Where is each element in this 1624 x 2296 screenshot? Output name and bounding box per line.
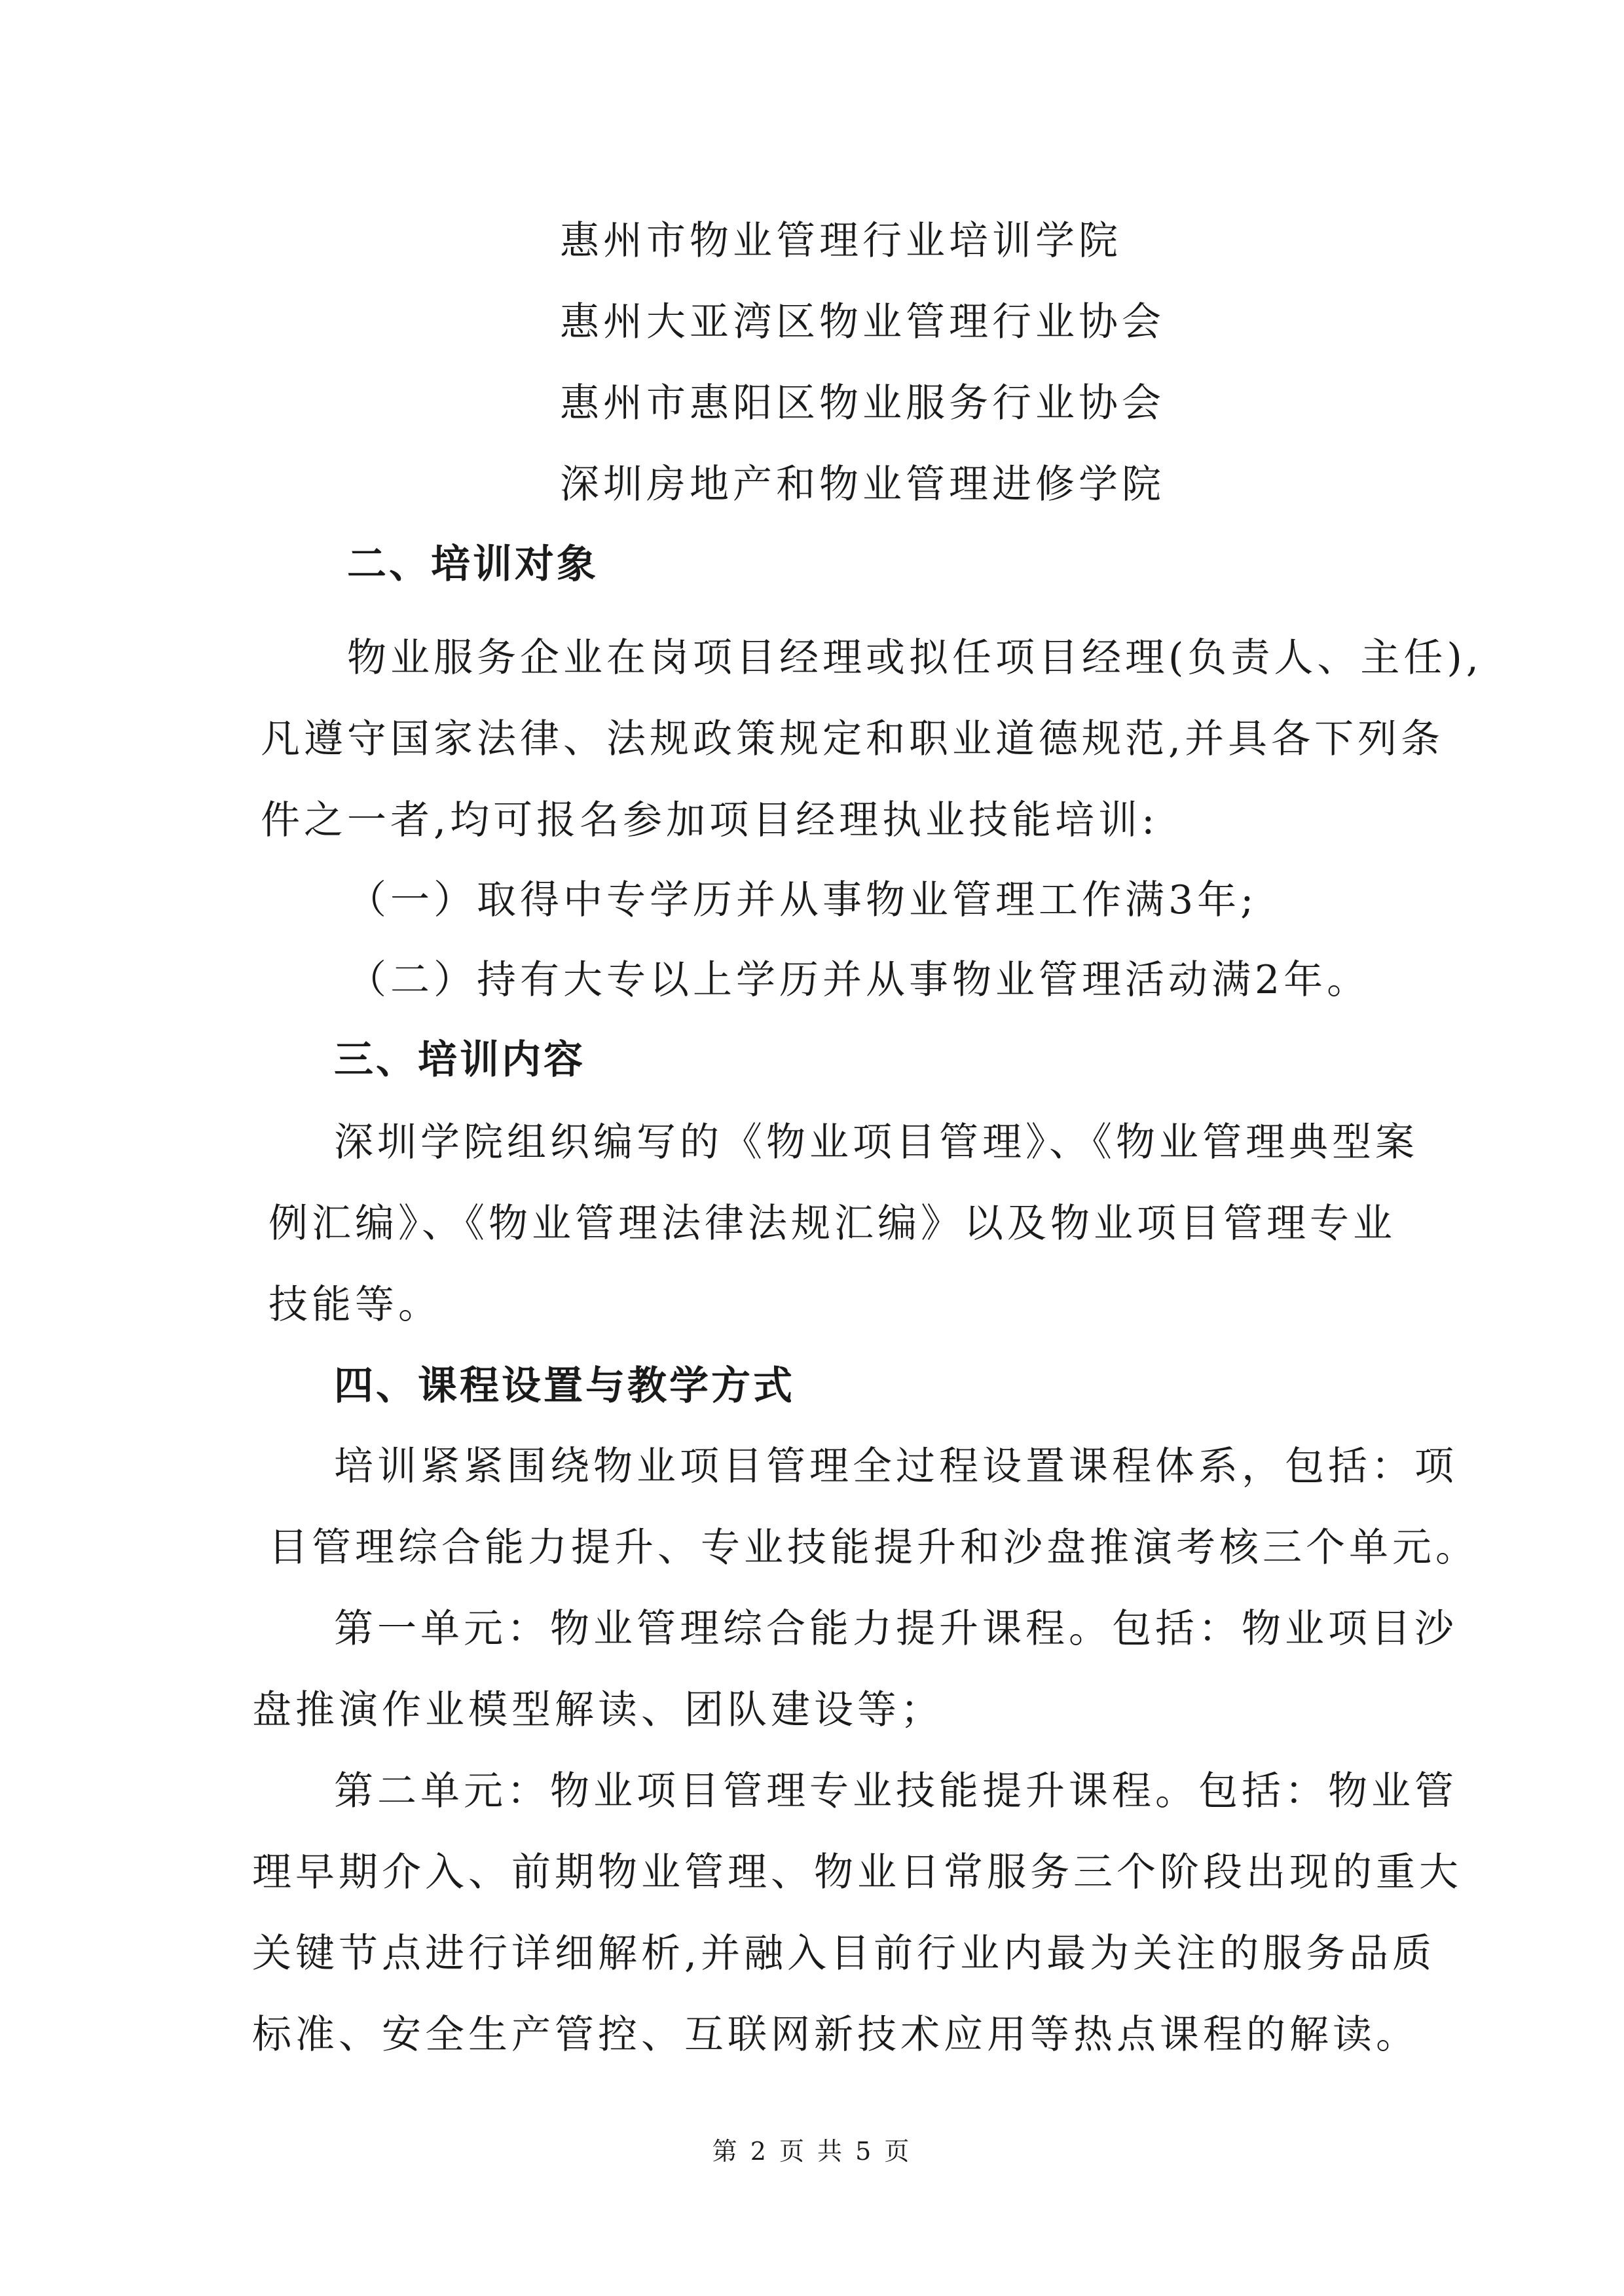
paragraph-line: 盘推演作业模型解读、团队建设等；	[252, 1687, 944, 1733]
paragraph-line: 第一单元：物业管理综合能力提升课程。包括：物业项目沙	[334, 1606, 1458, 1652]
paragraph-line: 目管理综合能力提升、专业技能提升和沙盘推演考核三个单元。	[268, 1525, 1479, 1571]
paragraph-line: 理早期介入、前期物业管理、物业日常服务三个阶段出现的重大	[252, 1850, 1462, 1895]
section-heading: 四、课程设置与教学方式	[334, 1363, 795, 1409]
organizer-line: 惠州市惠阳区物业服务行业协会	[560, 380, 1165, 426]
list-item: （二）持有大专以上学历并从事物业管理活动满2年。	[347, 957, 1371, 1003]
paragraph-line: 培训紧紧围绕物业项目管理全过程设置课程体系，包括：项	[334, 1444, 1458, 1489]
organizer-line: 惠州市物业管理行业培训学院	[560, 218, 1122, 264]
paragraph-line: 标准、安全生产管控、互联网新技术应用等热点课程的解读。	[252, 2012, 1419, 2058]
paragraph-line: 凡遵守国家法律、法规政策规定和职业道德规范,并具各下列条	[261, 716, 1445, 762]
paragraph-line: 物业服务企业在岗项目经理或拟任项目经理(负责人、主任),	[347, 635, 1483, 681]
section-heading: 三、培训内容	[334, 1037, 585, 1083]
paragraph-line: 第二单元：物业项目管理专业技能提升课程。包括：物业管	[334, 1768, 1458, 1814]
list-item: （一）取得中专学历并从事物业管理工作满3年;	[347, 877, 1258, 923]
organizer-line: 深圳房地产和物业管理进修学院	[560, 462, 1165, 507]
paragraph-line: 例汇编》、《物业管理法律法规汇编》以及物业项目管理专业	[268, 1201, 1396, 1247]
page-number: 第 2 页 共 5 页	[712, 2137, 912, 2166]
section-heading: 二、培训对象	[347, 541, 599, 587]
organizer-line: 惠州大亚湾区物业管理行业协会	[560, 299, 1165, 345]
paragraph-line: 深圳学院组织编写的《物业项目管理》、《物业管理典型案	[334, 1120, 1418, 1165]
paragraph-line: 关键节点进行详细解析,并融入目前行业内最为关注的服务品质	[252, 1931, 1436, 1977]
paragraph-line: 技能等。	[268, 1282, 441, 1328]
paragraph-line: 件之一者,均可报名参加项目经理执业技能培训:	[261, 797, 1159, 843]
